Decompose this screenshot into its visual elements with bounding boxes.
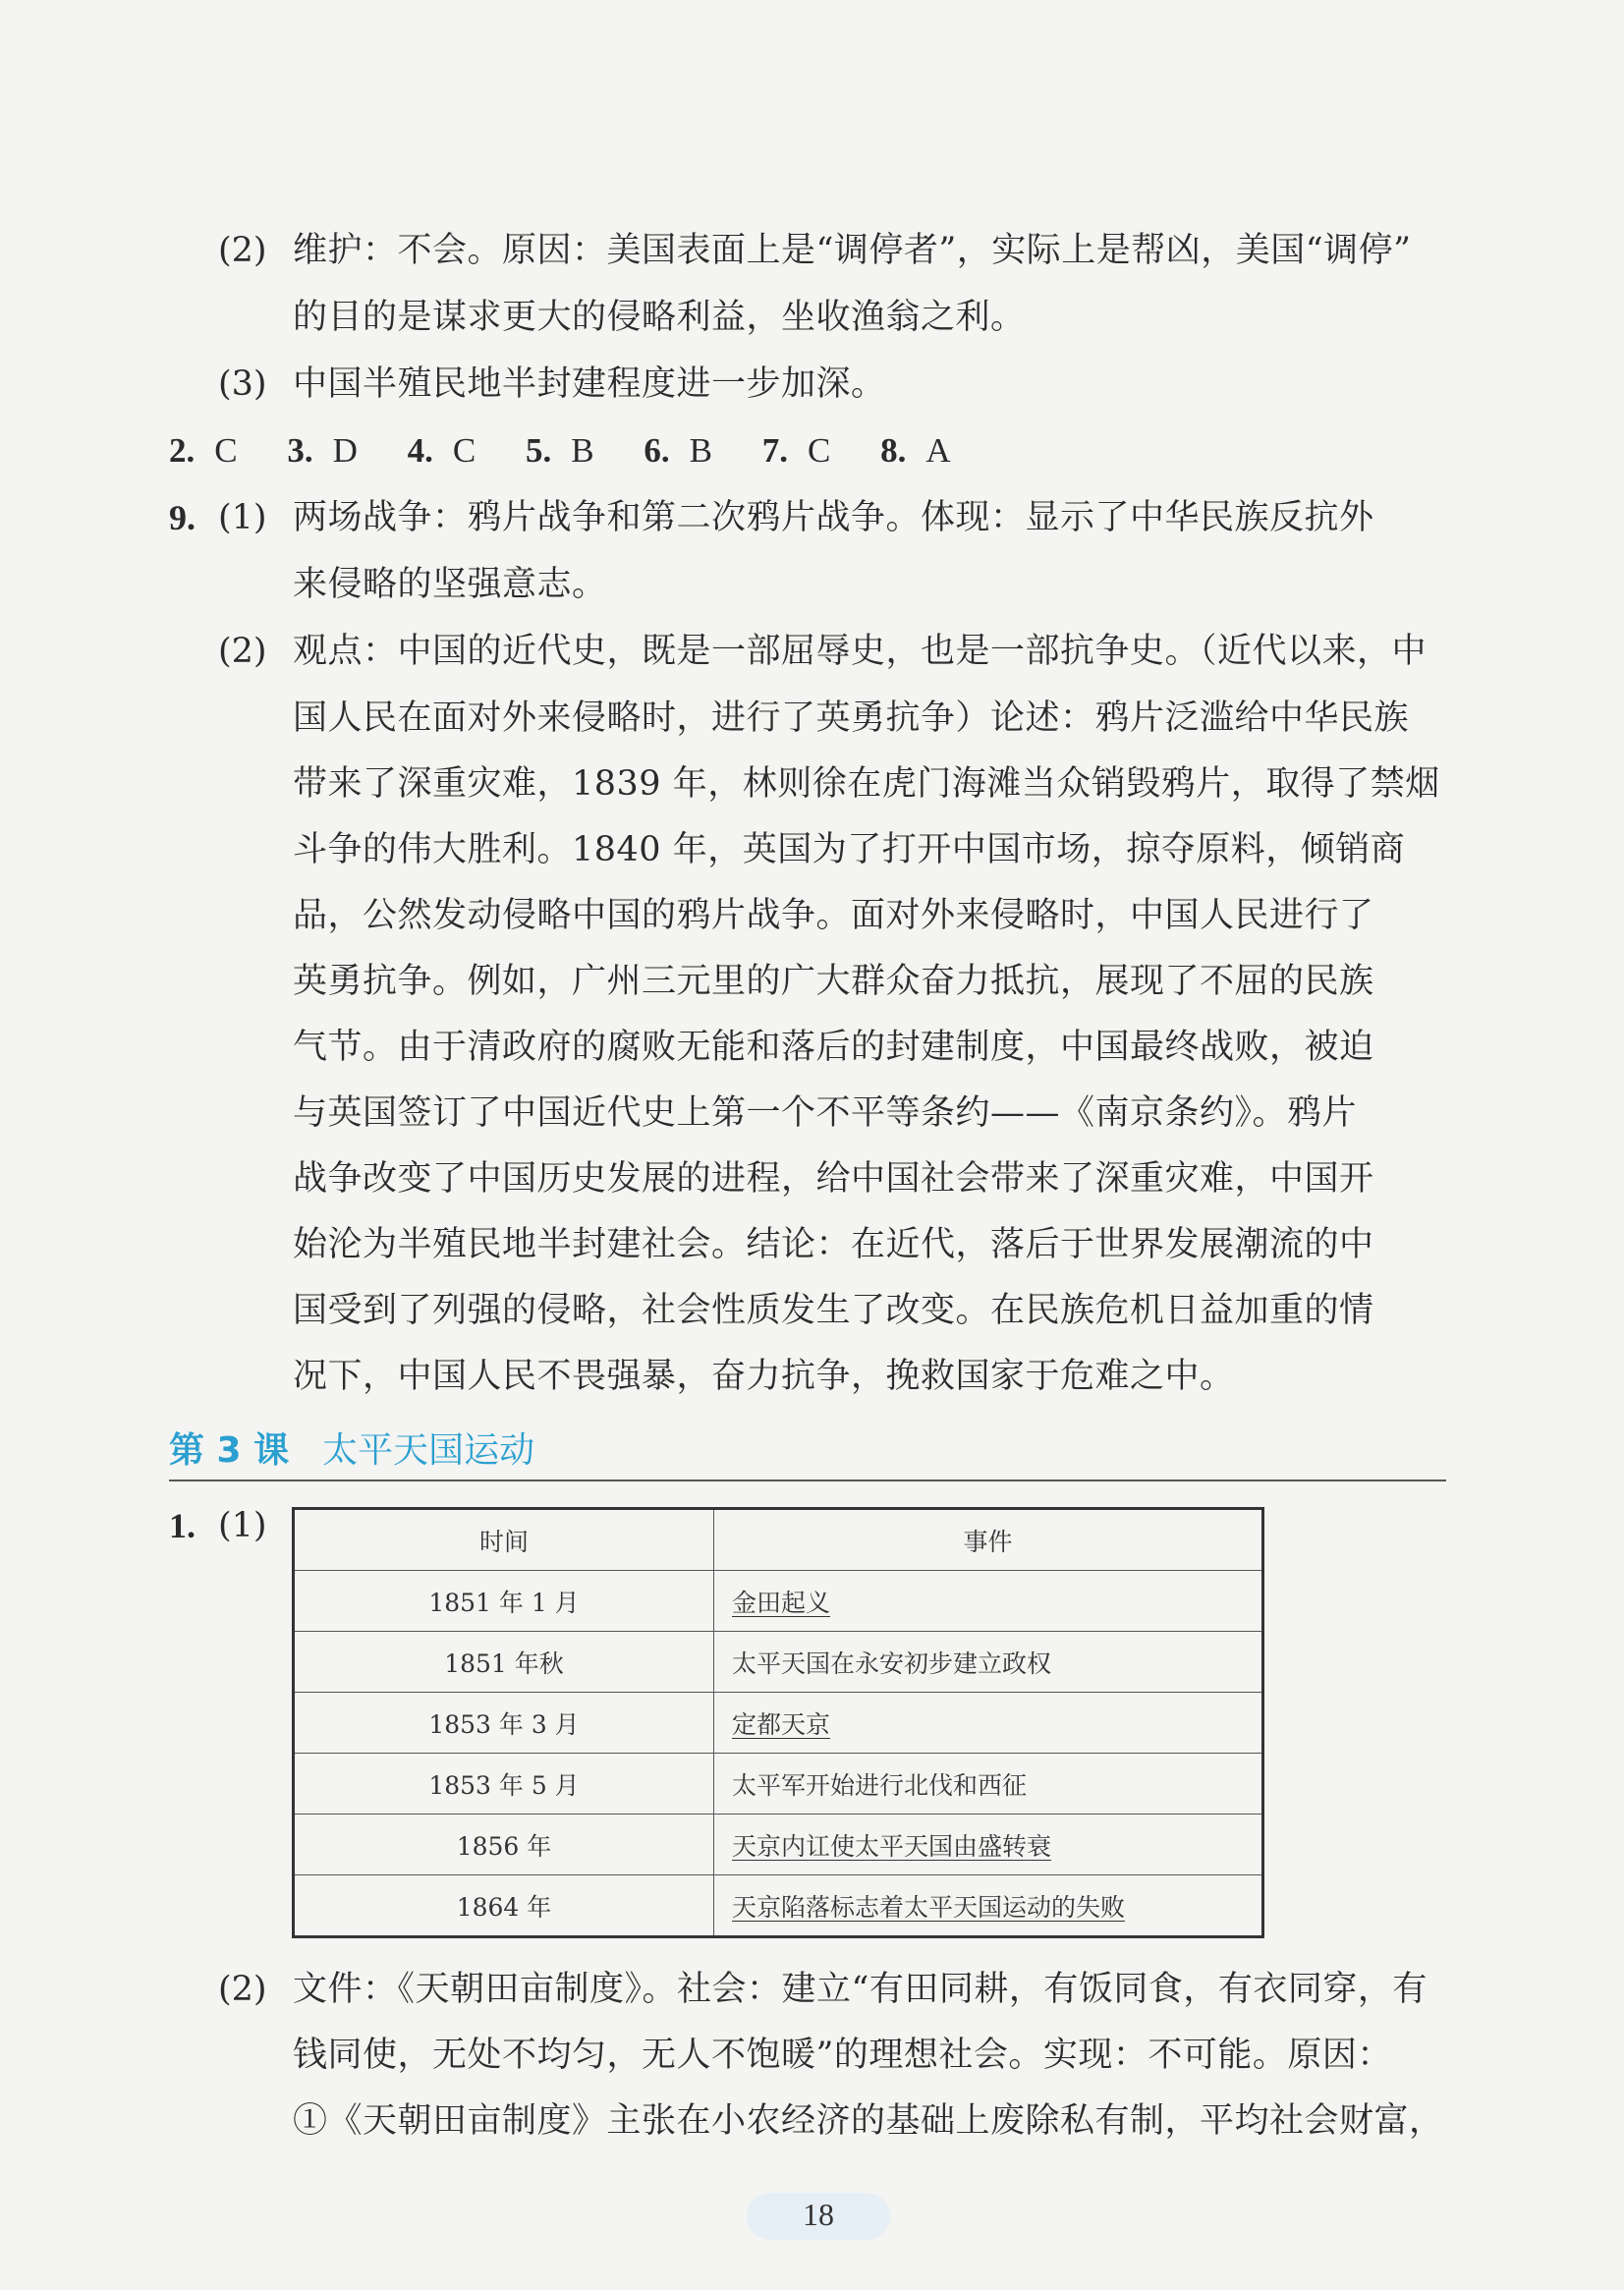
lesson-label: 第 3 课 [169, 1430, 290, 1471]
lesson-q1-part2-line: 文件：《天朝田亩制度》。社会：建立“有田同耕，有饭同食，有衣同穿，有 [293, 1970, 1428, 2009]
table-header: 事件 [714, 1509, 1263, 1571]
q9-part1-line: 两场战争：鸦片战争和第二次鸦片战争。体现：显示了中华民族反抗外 [293, 498, 1374, 537]
mc-num: 4. [407, 431, 433, 470]
lesson-q1-part2-label: (2) [218, 1970, 267, 2009]
q9-part2-label: (2) [218, 632, 267, 671]
q9-part2-line: 斗争的伟大胜利。1840 年，英国为了打开中国市场，掠夺原料，倾销商 [293, 830, 1406, 869]
mc-num: 5. [526, 431, 552, 470]
table-cell-event [714, 1875, 1263, 1937]
q9-part2-line: 与英国签订了中国近代史上第一个不平等条约——《南京条约》。鸦片 [293, 1093, 1358, 1133]
table-cell-time: 1856 年 [294, 1815, 714, 1875]
table-cell-time: 1864 年 [294, 1875, 714, 1937]
lesson-q1-part2-line: 钱同使，无处不均匀，无人不饱暖”的理想社会。实现：不可能。原因： [293, 2036, 1392, 2075]
table-cell-time: 1853 年 3 月 [294, 1693, 714, 1754]
table-cell-event [714, 1693, 1263, 1754]
q9-part2-line: 英勇抗争。例如，广州三元里的广大群众奋力抵抗，展现了不屈的民族 [293, 962, 1374, 1001]
table-row [294, 1754, 1263, 1815]
answer-underlined: 天京陷落标志着太平天国运动的失败 [732, 1892, 1126, 1922]
mc-answer: B [689, 431, 712, 470]
mc-answer: D [332, 431, 358, 470]
answer-underlined: 定都天京 [732, 1709, 831, 1739]
table-row [294, 1632, 1263, 1693]
q1-part3-line1: 中国半殖民地半封建程度进一步加深。 [293, 364, 886, 404]
table-cell-event [714, 1815, 1263, 1875]
q9-part2-line: 国人民在面对外来侵略时，进行了英勇抗争）论述：鸦片泛滥给中华民族 [293, 698, 1410, 738]
lesson-heading [169, 1426, 534, 1476]
answer-underlined: 天京内讧使太平天国由盛转衰 [732, 1831, 1052, 1861]
q9-number: 9. [169, 498, 196, 537]
table-cell-event: 太平天国在永安初步建立政权 [714, 1632, 1263, 1693]
table-cell-time: 1851 年 1 月 [294, 1571, 714, 1632]
table-cell-time: 1853 年 5 月 [294, 1754, 714, 1815]
q9-part2-line: 气节。由于清政府的腐败无能和落后的封建制度，中国最终战败，被迫 [293, 1028, 1374, 1067]
q1-part3-label: (3) [218, 364, 267, 404]
lesson-title: 太平天国运动 [322, 1430, 535, 1471]
table-header-row [294, 1509, 1263, 1571]
q1-part2-line2: 的目的是谋求更大的侵略利益，坐收渔翁之利。 [293, 298, 1026, 337]
answer-underlined: 金田起义 [732, 1588, 831, 1617]
q9-part2-line: 战争改变了中国历史发展的进程，给中国社会带来了深重灾难，中国开 [293, 1159, 1374, 1199]
mc-answer: C [807, 431, 831, 470]
lesson-q1-number: 1. [169, 1506, 196, 1545]
mc-num: 7. [761, 431, 788, 470]
lesson-q1-part1-label: (1) [218, 1506, 267, 1545]
q9-part2-line: 观点：中国的近代史，既是一部屈辱史，也是一部抗争史。（近代以来，中 [293, 632, 1428, 671]
table-row [294, 1815, 1263, 1875]
table-row [294, 1693, 1263, 1754]
table-row [294, 1875, 1263, 1937]
q9-part2-line: 始沦为半殖民地半封建社会。结论：在近代，落后于世界发展潮流的中 [293, 1225, 1374, 1264]
mc-answer: B [571, 431, 594, 470]
q1-part2-line1: 维护：不会。原因：美国表面上是“调停者”，实际上是帮凶，美国“调停” [293, 231, 1412, 270]
q9-part2-line: 况下，中国人民不畏强暴，奋力抗争，挽救国家于危难之中。 [293, 1357, 1235, 1396]
q9-part1-line: 来侵略的坚强意志。 [293, 565, 607, 604]
mc-answer: A [925, 431, 951, 470]
mc-num: 8. [880, 431, 907, 470]
table-row [294, 1571, 1263, 1632]
mc-answer: C [452, 431, 476, 470]
multiple-choice-answers [169, 428, 992, 474]
q1-part2-label: (2) [218, 231, 267, 270]
mc-num: 6. [644, 431, 670, 470]
mc-num: 3. [287, 431, 313, 470]
q9-part2-line: 品，公然发动侵略中国的鸦片战争。面对外来侵略时，中国人民进行了 [293, 896, 1374, 935]
page-number: 18 [803, 2197, 834, 2232]
mc-answer: C [214, 431, 238, 470]
table-header: 时间 [294, 1509, 714, 1571]
mc-num: 2. [169, 431, 196, 470]
table-cell-event [714, 1571, 1263, 1632]
timeline-table [292, 1507, 1264, 1938]
q9-part2-line: 带来了深重灾难，1839 年，林则徐在虎门海滩当众销毁鸦片，取得了禁烟 [293, 764, 1440, 804]
q9-part1-label: (1) [218, 498, 267, 537]
table-cell-time: 1851 年秋 [294, 1632, 714, 1693]
lesson-q1-part2-line: ①《天朝田亩制度》主张在小农经济的基础上废除私有制，平均社会财富， [293, 2101, 1444, 2141]
heading-divider [169, 1480, 1446, 1481]
table-cell-event: 太平军开始进行北伐和西征 [714, 1754, 1263, 1815]
q9-part2-line: 国受到了列强的侵略，社会性质发生了改变。在民族危机日益加重的情 [293, 1291, 1374, 1330]
